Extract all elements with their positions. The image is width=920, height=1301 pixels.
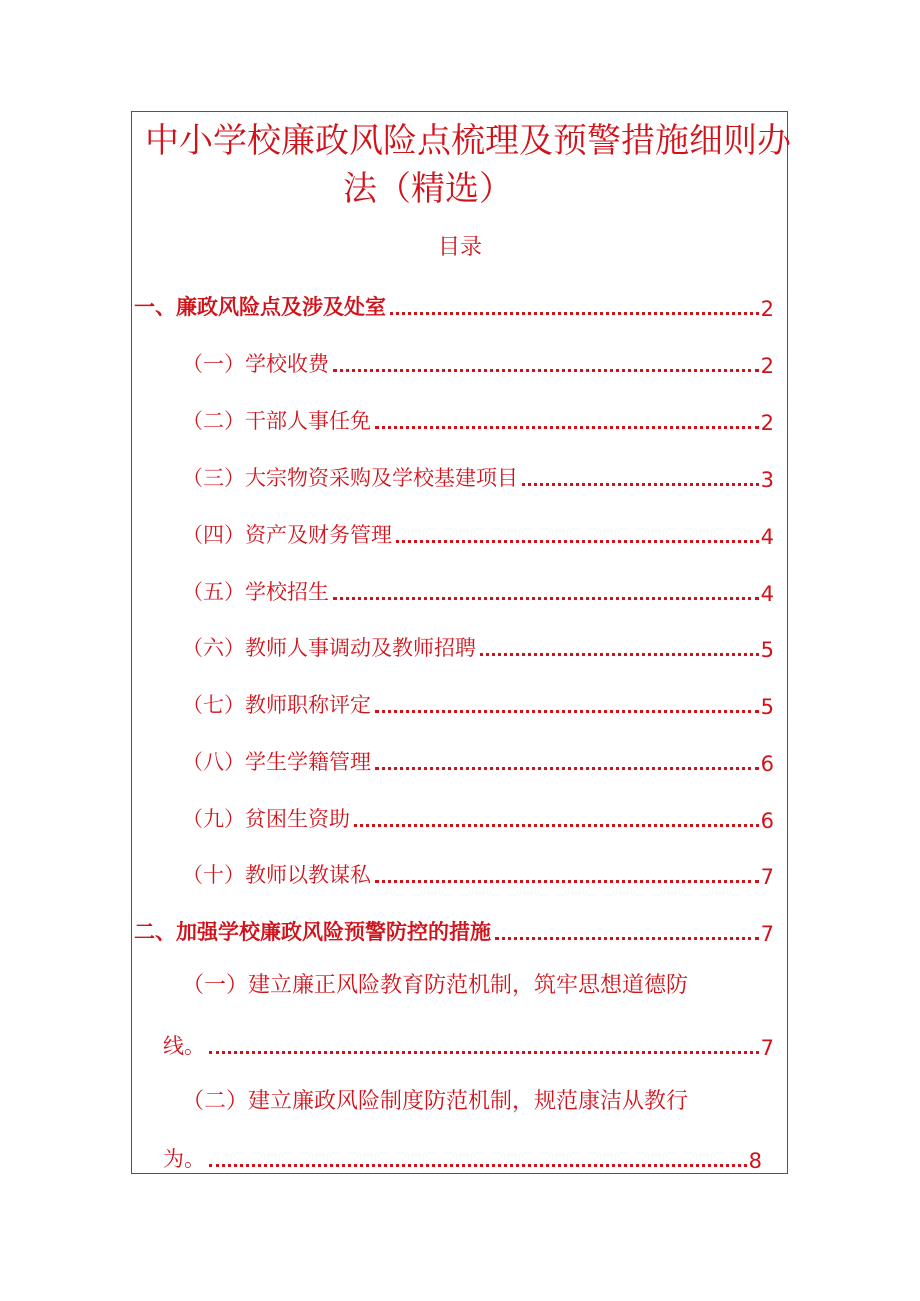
toc-item[interactable] — [182, 348, 774, 378]
toc-item[interactable] — [163, 1143, 762, 1173]
toc-leader-dots — [396, 540, 759, 543]
toc-item-label-continued: 线。 — [163, 1034, 205, 1058]
document-title-line-2: 法（精选） — [343, 169, 513, 209]
toc-page-number: 4 — [760, 525, 774, 549]
toc-page-number: 6 — [760, 809, 774, 833]
toc-page-number: 5 — [760, 638, 774, 662]
toc-item-label: （一）学校收费 — [182, 352, 329, 376]
toc-leader-dots — [354, 824, 759, 827]
toc-leader-dots — [209, 1164, 747, 1167]
toc-heading: 目录 — [437, 235, 482, 260]
toc-section-label: 一、廉政风险点及涉及处室 — [134, 295, 386, 319]
toc-item[interactable] — [182, 803, 774, 833]
toc-item[interactable] — [182, 746, 774, 776]
toc-section-2[interactable] — [134, 916, 774, 946]
toc-item[interactable] — [182, 462, 774, 492]
toc-page-number: 5 — [760, 695, 774, 719]
toc-item-label: （五）学校招生 — [182, 580, 329, 604]
toc-item-first-line[interactable]: （一）建立廉正风险教育防范机制，筑牢思想道德防 — [182, 973, 689, 998]
toc-item-first-line[interactable]: （二）建立廉政风险制度防范机制，规范康洁从教行 — [182, 1089, 689, 1114]
document-title-line-1: 中小学校廉政风险点梳理及预警措施细则办 — [145, 121, 791, 161]
toc-item-label: （四）资产及财务管理 — [182, 523, 392, 547]
toc-page-number: 2 — [760, 297, 774, 321]
toc-item[interactable] — [182, 405, 774, 435]
toc-item-label: （三）大宗物资采购及学校基建项目 — [182, 466, 518, 490]
toc-item-label-continued: 为。 — [163, 1147, 205, 1171]
toc-item-label: （八）学生学籍管理 — [182, 750, 371, 774]
toc-item[interactable] — [182, 632, 774, 662]
toc-page-number: 3 — [760, 468, 774, 492]
toc-section-1[interactable] — [134, 291, 774, 321]
toc-leader-dots — [480, 653, 759, 656]
toc-item-label: （二）干部人事任免 — [182, 409, 371, 433]
toc-leader-dots — [375, 710, 759, 713]
toc-item[interactable] — [182, 519, 774, 549]
toc-page-number: 7 — [760, 1036, 774, 1060]
toc-item[interactable] — [163, 1030, 774, 1060]
toc-page-number: 2 — [760, 354, 774, 378]
toc-item[interactable] — [182, 859, 774, 889]
toc-item-label: （七）教师职称评定 — [182, 693, 371, 717]
toc-leader-dots — [522, 483, 759, 486]
toc-page-number: 8 — [748, 1149, 762, 1173]
toc-item-label: （六）教师人事调动及教师招聘 — [182, 636, 476, 660]
toc-leader-dots — [333, 597, 759, 600]
toc-page-number: 7 — [760, 865, 774, 889]
toc-item-label: （九）贫困生资助 — [182, 807, 350, 831]
toc-leader-dots — [375, 767, 759, 770]
toc-leader-dots — [333, 369, 759, 372]
toc-leader-dots — [209, 1051, 759, 1054]
toc-leader-dots — [375, 880, 759, 883]
toc-item-label: （十）教师以教谋私 — [182, 863, 371, 887]
toc-leader-dots — [390, 312, 759, 315]
toc-page-number: 4 — [760, 582, 774, 606]
toc-page-number: 6 — [760, 752, 774, 776]
toc-item[interactable] — [182, 576, 774, 606]
toc-item[interactable] — [182, 689, 774, 719]
toc-page-number: 2 — [760, 411, 774, 435]
toc-leader-dots — [375, 426, 759, 429]
toc-leader-dots — [495, 937, 759, 940]
toc-page-number: 7 — [760, 922, 774, 946]
toc-section-label: 二、加强学校廉政风险预警防控的措施 — [134, 920, 491, 944]
